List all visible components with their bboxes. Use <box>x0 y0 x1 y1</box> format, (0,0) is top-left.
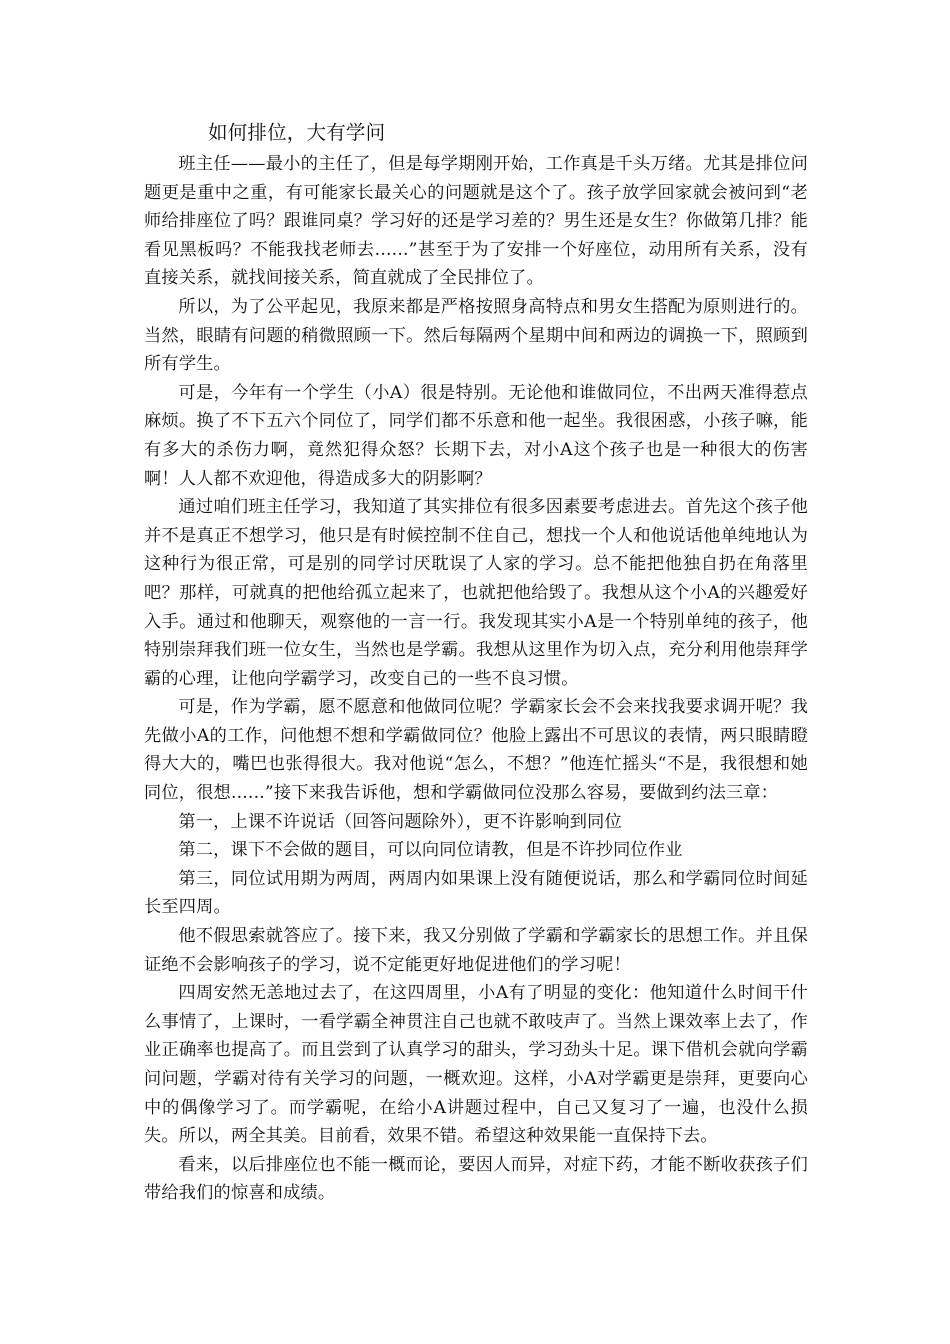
paragraph-fairness: 所以，为了公平起见，我原来都是严格按照身高特点和男女生搭配为原则进行的。当然，眼睛有问题的稍微照顾一下。然后每隔两个星期中间和两边的调换一下，照顾到所有学生。 <box>144 296 808 375</box>
paragraph-results: 四周安然无恙地过去了，在这四周里，小A有了明显的变化：他知道什么时间干什么事情了，上课时，一看学霸全神贯注自己也就不敢吱声了。当然上课效率上去了，作业正确率也提高了。而且尝到了认真学习的甜头，学习劲头十足。课下借机会就向学霸问问题，学霸对待有关学习的问题，一概欢迎。这样，小A对学霸更是崇拜，更要向心中的偶像学习了。而学霸呢，在给小A讲题过程中，自己又复习了一遍，也没什么损失。所以，两全其美。目前看，效果不错。希望这种效果能一直保持下去。 <box>144 983 808 1147</box>
rule-item-1: 第一，上课不许说话（回答问题除外），更不许影响到同位 <box>178 811 622 832</box>
paragraph-student-a: 可是，今年有一个学生（小A）很是特别。无论他和谁做同位，不出两天准得惹点麻烦。换了不下五六个同位了，同学们都不乐意和他一起坐。我很困惑，小孩子嘛，能有多大的杀伤力啊，竟然犯得众怒？长期下去，对小A这个孩子也是一种很大的伤害啊！人人都不欢迎他，得造成多大的阴影啊？ <box>144 382 808 489</box>
rule-item-3: 第三，同位试用期为两周，两周内如果课上没有随便说话，那么和学霸同位时间延长至四周。 <box>144 868 808 918</box>
paragraph-intro: 班主任——最小的主任了，但是每学期刚开始，工作真是千头万绪。尤其是排位问题更是重中之重，有可能家长最关心的问题就是这个了。孩子放学回家就会被问到“老师给排座位了吗？跟谁同桌？学习好的还是学习差的？男生还是女生？你做第几排？能看见黑板吗？不能我找老师去......”甚至于为了安排一个好座位，动用所有关系，没有直接关系，就找间接关系，简直就成了全民排位了。 <box>144 154 808 289</box>
paragraph-conclusion: 看来，以后排座位也不能一概而论，要因人而异，对症下药，才能不断收获孩子们带给我们的惊喜和成绩。 <box>144 1154 808 1204</box>
paragraph-analysis: 通过咱们班主任学习，我知道了其实排位有很多因素要考虑进去。首先这个孩子他并不是真正不想学习，他只是有时候控制不住自己，想找一个人和他说话他单纯地认为这种行为很正常，可是别的同学讨厌耽误了人家的学习。总不能把他独自扔在角落里吧？那样，可就真的把他给孤立起来了，也就把他给毁了。我想从这个小A的兴趣爱好入手。通过和他聊天，观察他的一言一行。我发现其实小A是一个特别单纯的孩子，他特别崇拜我们班一位女生，当然也是学霸。我想从这里作为切入点，充分利用他崇拜学霸的心理，让他向学霸学习，改变自己的一些不良习惯。 <box>144 497 808 689</box>
rule-item-2: 第二，课下不会做的题目，可以向同位请教，但是不许抄同位作业 <box>178 840 683 861</box>
paragraph-conversation: 可是，作为学霸，愿不愿意和他做同位呢？学霸家长会不会来找我要求调开呢？我先做小A的工作，问他想不想和学霸做同位？他脸上露出不可思议的表情，两只眼睛瞪得大大的，嘴巴也张得很大。我对他说“怎么，不想？”他连忙摇头“不是，我很想和她同位，很想......”接下来我告诉他，想和学霸做同位没那么容易，要做到约法三章： <box>144 697 808 804</box>
document-body <box>144 118 808 1208</box>
paragraph-agreement: 他不假思索就答应了。接下来，我又分别做了学霸和学霸家长的思想工作。并且保证绝不会影响孩子的学习，说不定能更好地促进他们的学习呢！ <box>144 926 808 975</box>
document-title: 如何排位，大有学问 <box>208 121 386 144</box>
